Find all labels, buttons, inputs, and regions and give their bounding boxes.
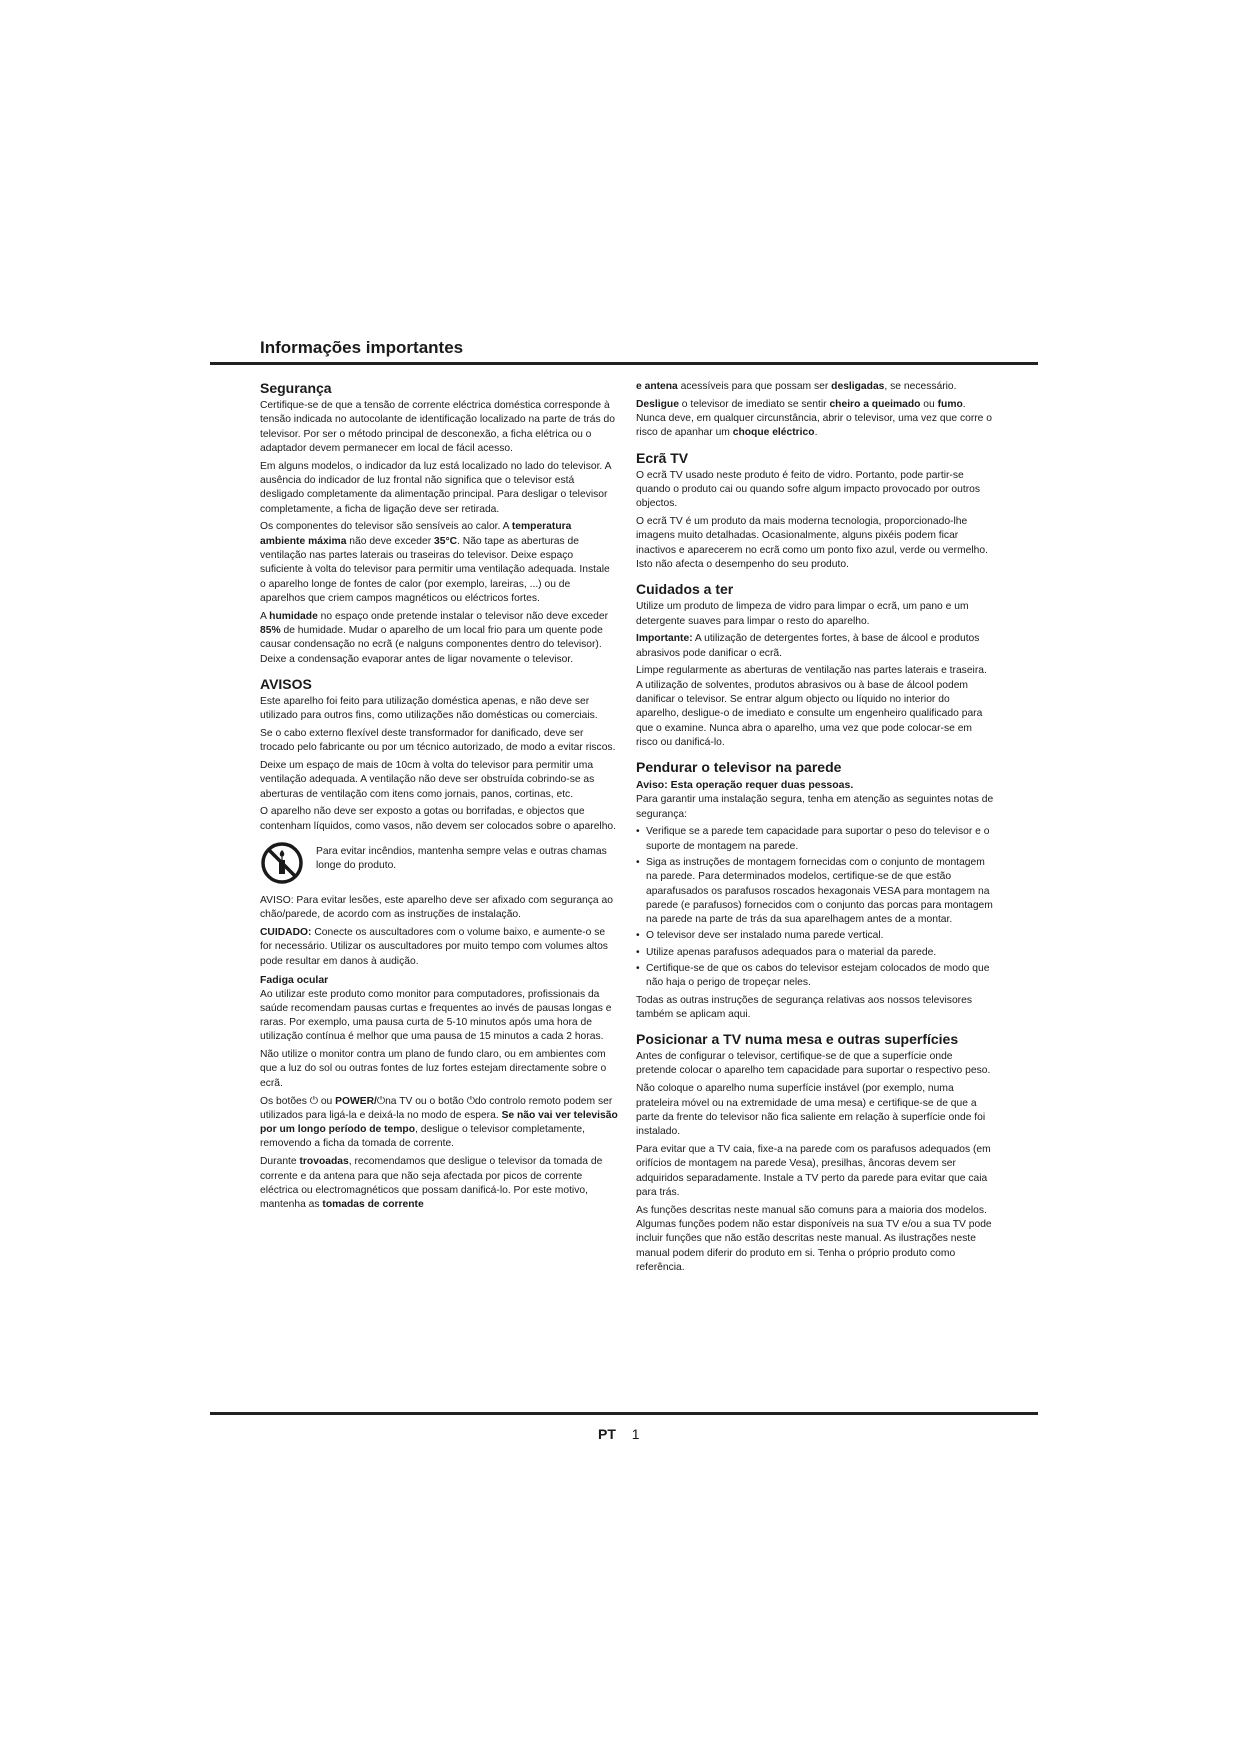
subheading-aviso: Aviso: Esta operação requer duas pessoas.	[636, 779, 854, 792]
paragraph: Não utilize o monitor contra um plano de fundo claro, ou em ambientes com que a luz do sol ou outras fontes de luz fortes estejam directamente sobre o ecrã.	[260, 1049, 607, 1089]
heading-seguranca: Segurança	[260, 380, 332, 396]
language-code: PT	[598, 1426, 616, 1442]
paragraph: Limpe regularmente as aberturas de ventilação nas partes laterais e traseira. A utilização de solventes, produtos abrasivos ou à base de álcool podem danificar o televisor. Se entrar algum objecto ou líquido no interior do aparelho, desligue-o de imediato e consulte um engenheiro qualificado para que o examine. Nunca abra o aparelho, uma vez que pode colocar-se em risco ou danificá-lo.	[636, 665, 987, 748]
paragraph: Para evitar que a TV caia, fixe-a na parede com os parafusos adequados (em orifícios de montagem na parede Vesa), presilhas, âncoras devem ser adquiridos separadamente. Instale a TV perto da parede para evitar que caia para trás.	[636, 1143, 991, 1198]
paragraph: Este aparelho foi feito para utilização doméstica apenas, e não deve ser utilizado para outros fins, como utilizações não domésticas ou comerciais.	[260, 695, 598, 722]
page-footer	[598, 1426, 640, 1442]
paragraph: Todas as outras instruções de segurança relativas aos nossos televisores também se aplicam aqui.	[636, 994, 972, 1020]
paragraph: O ecrã TV é um produto da mais moderna tecnologia, proporcionado-lhe imagens muito detalhadas. Ocasionalmente, alguns pixéis podem ficar inactivos e aparecerem no ecrã como um ponto fixo azul, verde ou vermelho. Isto não afecta o desempenho do seu produto.	[636, 516, 988, 570]
paragraph: A humidade no espaço onde pretende instalar o televisor não deve exceder 85% de humidade. Mudar o aparelho de um local frio para um quente pode causar condensação no ecrã (e nalguns componentes dentro do televisor). Deixe a condensação evaporar antes de ligar novamente o televisor.	[260, 610, 609, 665]
paragraph: Se o cabo externo flexível deste transformador for danificado, deve ser trocado pelo fabricante ou por um técnico autorizado, de modo a evitar riscos.	[260, 727, 616, 754]
safety-list	[636, 825, 994, 990]
heading-fadiga: Fadiga ocular	[260, 973, 329, 986]
paragraph: Para garantir uma instalação segura, tenha em atenção as seguintes notas de segurança:	[636, 794, 994, 820]
bottom-rule	[210, 1412, 1038, 1415]
paragraph: Deixe um espaço de mais de 10cm à volta do televisor para permitir uma ventilação adequada. A ventilação não deve ser obstruída cobrindo-se as aberturas de ventilação com itens como jornais, panos, cortinas, etc.	[260, 760, 595, 800]
right-column	[636, 380, 994, 1279]
paragraph: Ao utilizar este produto como monitor para computadores, profissionais da saúde recomendam pausas curtas e frequentes ao invés de pausas longas e raras. Por exemplo, uma pausa curta de 5-10 minutos após uma hora de utilização contínua é melhor que uma pausa de 15 minutos a cada 2 horas.	[260, 988, 612, 1043]
list-item: • Utilize apenas parafusos adequados para o material da parede.	[636, 946, 994, 960]
paragraph: Não coloque o aparelho numa superfície instável (por exemplo, numa prateleira móvel ou na extremidade de uma mesa) e certifique-se de que a parte da frente do televisor não fica saliente em relação à superfície onde foi instalado.	[636, 1083, 986, 1138]
list-item: • Siga as instruções de montagem fornecidas com o conjunto de montagem na parede. Para determinados modelos, certifique-se de que estão aparafusados os parafusos roscados hexagonais VESA para montagem na parede (e parafusos) fornecidos com o conjunto das porcas para montagem na parede na parte de trás da sua aparelhagem antes de a montar.	[636, 856, 994, 927]
paragraph: O ecrã TV usado neste produto é feito de vidro. Portanto, pode partir-se quando o produto cai ou quando sofre algum impacto provocado por outros objectos.	[636, 469, 981, 510]
no-candle-icon	[260, 841, 304, 885]
candle-warning	[260, 841, 618, 885]
heading-cuidados: Cuidados a ter	[636, 581, 734, 598]
heading-pendurar: Pendurar o televisor na parede	[636, 759, 842, 776]
paragraph: Utilize um produto de limpeza de vidro para limpar o ecrã, um pano e um detergente suaves para limpar o resto do aparelho.	[636, 601, 969, 627]
list-item: • O televisor deve ser instalado numa parede vertical.	[636, 929, 994, 943]
paragraph: AVISO: Para evitar lesões, este aparelho deve ser afixado com segurança ao chão/parede, de acordo com as instruções de instalação.	[260, 895, 613, 921]
power-icon: ⏻	[466, 1095, 475, 1107]
page-number: 1	[631, 1426, 640, 1442]
paragraph: Desligue o televisor de imediato se sentir cheiro a queimado ou fumo. Nunca deve, em qualquer circunstância, abrir o televisor, uma vez que corre o risco de apanhar um choque eléctrico.	[636, 398, 992, 439]
paragraph: Durante trovoadas, recomendamos que desligue o televisor da tomada de corrente e da antena para que não seja afectada por picos de corrente eléctrica ou electromagnéticos que possam danificá-lo. Por este motivo, mantenha as tomadas de corrente	[260, 1156, 603, 1211]
paragraph: Os botões ⏻ ou POWER/⏻na TV ou o botão ⏻do controlo remoto podem ser utilizados para ligá-la e deixá-la no modo de espera. Se não vai ver televisão por um longo período de tempo, desligue o televisor completamente, removendo a ficha da tomada de corrente.	[260, 1095, 618, 1150]
paragraph: CUIDADO: Conecte os auscultadores com o volume baixo, e aumente-o se for necessário. Utilizar os auscultadores por muito tempo com volumes altos pode resultar em danos à audição.	[260, 927, 608, 967]
power-icon: ⏻	[376, 1095, 386, 1107]
paragraph: O aparelho não deve ser exposto a gotas ou borrifadas, e objectos que contenham líquidos, como vasos, não devem ser colocados sobre o aparelho.	[260, 806, 617, 832]
paragraph: Em alguns modelos, o indicador da luz está localizado no lado do televisor. A ausência do indicador de luz frontal não significa que o televisor está desligado completamente da alimentação principal. Para desligar o televisor completamente, a ficha de ligação deve ser retirada.	[260, 460, 611, 515]
heading-ecra: Ecrã TV	[636, 449, 689, 466]
page-title: Informações importantes	[260, 338, 464, 357]
heading-posicionar: Posicionar a TV numa mesa e outras superfícies	[636, 1031, 959, 1048]
paragraph: e antena acessíveis para que possam ser desligadas, se necessário.	[636, 381, 957, 392]
candle-warning-text: Para evitar incêndios, mantenha sempre velas e outras chamas longe do produto.	[316, 846, 607, 872]
paragraph: Importante: A utilização de detergentes fortes, à base de álcool e produtos abrasivos pode danificar o ecrã.	[636, 633, 980, 659]
heading-avisos: AVISOS	[260, 675, 312, 692]
power-icon: ⏻	[309, 1095, 318, 1107]
top-rule	[210, 362, 1038, 365]
list-item: • Certifique-se de que os cabos do televisor estejam colocados de modo que não haja o perigo de tropeçar neles.	[636, 962, 994, 991]
list-item: • Verifique se a parede tem capacidade para suportar o peso do televisor e o suporte de montagem na parede.	[636, 825, 994, 854]
paragraph: Os componentes do televisor são sensíveis ao calor. A temperatura ambiente máxima não deve exceder 35°C. Não tape as aberturas de ventilação nas partes laterais ou traseiras do televisor. Deixe espaço suficiente à volta do televisor para permitir uma ventilação adequada. Instale o aparelho longe de fontes de calor (por exemplo, lareiras, ...) ou de aparelhos que criem campos magnéticos ou eléctricos fortes.	[260, 521, 610, 604]
paragraph: As funções descritas neste manual são comuns para a maioria dos modelos. Algumas funções podem não estar disponíveis na sua TV e/ou a sua TV pode incluir funções que não estão descritas neste manual. As ilustrações neste manual podem diferir do produto em si. Tenha o próprio produto como referência.	[636, 1204, 992, 1273]
paragraph: Certifique-se de que a tensão de corrente eléctrica doméstica corresponde à tensão indicada no autocolante de identificação localizado na parte de trás do televisor. Por ser o método principal de desconexão, a ficha elétrica ou o adaptador devem permanecer em local de fácil acesso.	[260, 400, 615, 454]
left-column	[260, 380, 618, 1216]
paragraph: Antes de configurar o televisor, certifique-se de que a superfície onde pretende colocar o aparelho tem capacidade para suportar o respectivo peso.	[636, 1051, 991, 1077]
